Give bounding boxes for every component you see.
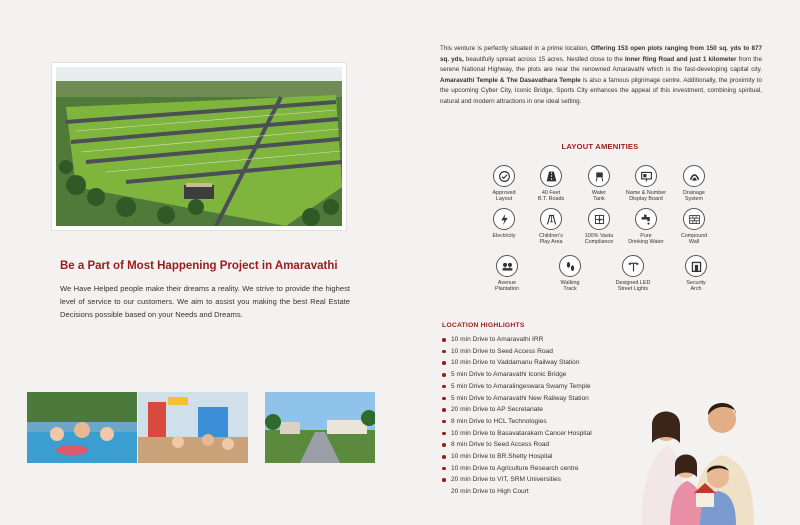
road-icon [540, 165, 562, 187]
footprints-icon [559, 255, 581, 277]
intro-bold-1: Offering 153 open plots ranging from 150 sq. yds to 877 sq. yds, [440, 45, 762, 63]
amenity-label: Name & Number Display Board [625, 190, 667, 203]
amenity-label: Avenue Plantation [495, 280, 519, 293]
amenity-security-arch [666, 255, 726, 293]
arch-icon [685, 255, 707, 277]
list-item: 10 min Drive to Amaravathi IRR [442, 334, 592, 346]
amenity-label: Children's Play Area [539, 233, 563, 246]
list-item: 20 min Drive to VIT, SRM Universities [442, 474, 592, 486]
location-highlights-list [442, 334, 592, 498]
intro-bold-2: Inner Ring Road and just 1 kilometer [624, 55, 737, 63]
amenity-label: Designed LED Street Lights [615, 280, 651, 293]
family-photo [622, 385, 772, 525]
list-item: 10 min Drive to Basavatarakam Cancer Hospital [442, 428, 592, 440]
street-light-icon [622, 255, 644, 277]
intro-text-1: This venture is perfectly situated in a prime location, [440, 45, 591, 52]
list-item: 10 min Drive to BR.Shetty Hospital [442, 451, 592, 463]
plantation-icon [496, 255, 518, 277]
amenity-label: Security Arch [686, 280, 706, 293]
aerial-layout-image [56, 67, 342, 226]
check-badge-icon [493, 165, 515, 187]
wall-icon [683, 208, 705, 230]
left-heading: Be a Part of Most Happening Project in Amaravathi [60, 260, 338, 272]
lightning-icon [493, 208, 515, 230]
list-item: 20 min Drive to High Court [451, 488, 529, 496]
list-item: 20 min Drive to AP Secretariate [442, 404, 592, 416]
list-item: 5 min Drive to Amaravathi New Railway Station [442, 393, 592, 405]
amenity-label: Pure Drinking Water [628, 233, 664, 246]
photo-entrance-road [265, 392, 375, 463]
photo-family-pool [27, 392, 137, 463]
list-item: 8 min Drive to Seed Access Road [442, 439, 592, 451]
amenity-label: Drainage System [683, 190, 705, 203]
amenity-walking-track [540, 255, 600, 293]
amenity-label: Walking Track [560, 280, 580, 293]
intro-bold-3: Amaravathi Temple & The Dasavathara Temple [440, 76, 581, 84]
intro-paragraph [440, 44, 762, 108]
play-area-icon [540, 208, 562, 230]
list-item: 5 min Drive to Amaravathi Iconic Bridge [442, 369, 592, 381]
left-paragraph: We Have Helped people make their dreams a reality. We strive to provide the highest level of service to our customers. We aim to assist you making the best Real Estate Decisions possible based on your Needs and Dreams. [60, 284, 350, 319]
intro-text-3: from the serene National Highway, the plots are near the renowned Amaravathi which is the fast-developing capital city. [440, 55, 762, 74]
amenity-street-lights [603, 255, 663, 293]
list-item: 5 min Drive to Amaralingeswara Swamy Temple [442, 381, 592, 393]
amenity-label: 100% Vastu Compliance [584, 233, 614, 246]
amenity-label: 40 Feet B.T. Roads [537, 190, 565, 203]
amenity-compound-wall [664, 208, 724, 246]
list-item: 8 min Drive to HCL Technologies [442, 416, 592, 428]
amenity-drainage [664, 165, 724, 203]
vastu-icon [588, 208, 610, 230]
list-item: 10 min Drive to Agriculture Research centre [442, 463, 592, 475]
amenity-label: Compound Wall [680, 233, 708, 246]
tap-icon [635, 208, 657, 230]
amenity-avenue-plantation [477, 255, 537, 293]
list-item: 10 min Drive to Vaddamanu Railway Station [442, 357, 592, 369]
drainage-icon [683, 165, 705, 187]
water-tank-icon [588, 165, 610, 187]
amenities-title: LAYOUT AMENITIES [561, 142, 639, 151]
list-item: 10 min Drive to Seed Access Road [442, 346, 592, 358]
photo-kids-playground [138, 392, 248, 463]
display-board-icon [635, 165, 657, 187]
location-highlights-title: LOCATION HIGHLIGHTS [442, 322, 525, 329]
intro-text-2: beautifully spread across 15 acres. Nestled close to the [463, 55, 625, 63]
amenity-label: Electricity [492, 233, 516, 239]
amenity-label: Water Tank [591, 190, 607, 203]
amenity-label: Approved Layout [492, 190, 516, 203]
aerial-layout-image-frame [52, 63, 346, 230]
intro-text-4: is also a famous pilgrimage centre. Additionally, the proximity to the upcoming Cyber City, Iconic Bridge, Sports City enhances the appeal of this investment, combining spiritual, natural and modern attractions in one ideal setting. [440, 76, 762, 105]
